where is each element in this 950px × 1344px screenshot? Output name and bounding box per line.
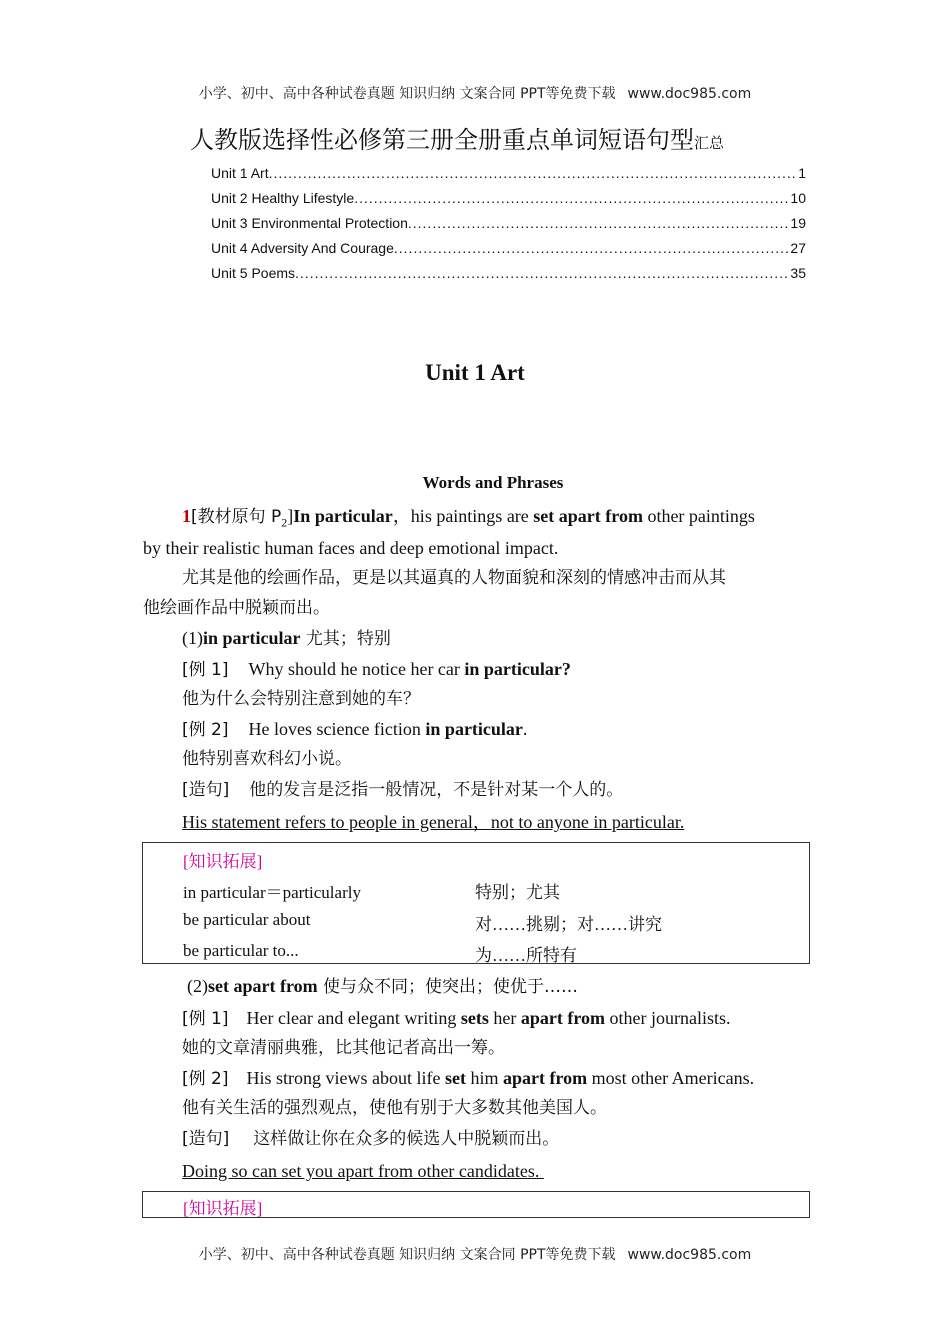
toc-entry[interactable] (211, 190, 806, 215)
table-of-contents (211, 165, 806, 290)
item-source-line2: by their realistic human faces and deep emotional impact. (143, 538, 559, 558)
box-row-en: be particular about (183, 910, 311, 929)
sub2-make-answer: Doing so can set you apart from other candidates. (182, 1161, 544, 1181)
sub2-example1-cn: 她的文章清丽典雅，比其他记者高出一筹。 (182, 1038, 505, 1058)
box-row-cn: 对……挑剔；对……讲究 (475, 915, 662, 934)
page-header (0, 83, 950, 103)
sub2-meaning: 使与众不同；使突出；使优于…… (317, 977, 579, 997)
example-bold: in particular? (464, 659, 571, 679)
example-bold: apart from (502, 1068, 588, 1088)
sub1-example2 (182, 714, 527, 745)
example-bold: set (444, 1068, 466, 1088)
title-main: 人教版选择性必修第三册全册重点单词短语句型 (190, 126, 694, 154)
sub1-meaning: 尤其；特别 (300, 629, 391, 649)
sub1-example1-cn: 他为什么会特别注意到她的车？ (182, 689, 420, 709)
example-text: him (465, 1068, 503, 1088)
example-text: her (488, 1008, 521, 1028)
make-label: [造句] (182, 1129, 230, 1149)
item-translation-line2: 他绘画作品中脱颖而出。 (143, 598, 330, 618)
example-text: He loves science fiction (248, 719, 426, 739)
unit-title: Unit 1 Art (425, 360, 525, 385)
toc-page: 27 (790, 240, 806, 256)
box-row-en: be particular to... (183, 941, 299, 960)
footer-text: 小学、初中、高中各种试卷真题 知识归纳 文案合同 PPT等免费下载 (198, 1247, 616, 1263)
example-text: Her clear and elegant writing (246, 1008, 461, 1028)
sub2-phrase: set apart from (208, 976, 318, 996)
toc-label: Unit 4 Adversity And Courage (211, 240, 394, 256)
example-label: [例 1] (182, 1009, 229, 1029)
make-cn: 他的发言是泛指一般情况，不是针对某一个人的。 (249, 780, 624, 800)
knowledge-box (142, 842, 810, 964)
toc-leader (408, 215, 791, 231)
sub1-phrase: in particular (203, 628, 301, 648)
toc-page: 10 (790, 190, 806, 206)
box-row-cn: 特别；尤其 (475, 883, 560, 902)
example-bold: apart from (520, 1008, 606, 1028)
sub2-make-sentence (182, 1123, 559, 1154)
box-label: [知识拓展] (183, 1199, 263, 1218)
phrase-set-apart-from: set apart from (533, 506, 643, 526)
sub1-example2-cn: 他特别喜欢科幻小说。 (182, 749, 352, 769)
example-label: [例 2] (182, 720, 229, 740)
toc-leader (354, 190, 790, 206)
sub2-example1 (182, 1003, 731, 1034)
toc-leader (295, 265, 790, 281)
sub2-example2-cn: 他有关生活的强烈观点，使他有别于大多数其他美国人。 (182, 1098, 607, 1118)
item-number: 1 (182, 506, 191, 526)
example-end: . (522, 719, 528, 739)
toc-leader (269, 165, 799, 181)
sub2-heading (187, 971, 578, 1002)
toc-label: Unit 5 Poems (211, 265, 296, 281)
toc-entry[interactable] (211, 165, 806, 190)
example-text: most other Americans. (587, 1068, 755, 1088)
toc-entry[interactable] (211, 215, 806, 240)
section-title: Words and Phrases (422, 473, 564, 492)
sub1-make-sentence (182, 774, 623, 805)
example-text: His strong views about life (246, 1068, 445, 1088)
toc-page: 1 (798, 165, 806, 181)
make-cn: 这样做让你在众多的候选人中脱颖而出。 (253, 1129, 560, 1149)
title-suffix: 汇总 (694, 134, 725, 152)
toc-entry[interactable] (211, 265, 806, 290)
sub1-heading (182, 623, 391, 654)
example-bold: in particular (425, 719, 523, 739)
source-page-sub: 2 (281, 515, 288, 530)
knowledge-box (142, 1191, 810, 1218)
header-text: 小学、初中、高中各种试卷真题 知识归纳 文案合同 PPT等免费下载 (198, 86, 616, 102)
toc-label: Unit 2 Healthy Lifestyle (211, 190, 355, 206)
source-close: ] (287, 506, 294, 526)
example-label: [例 1] (182, 660, 229, 680)
item-translation-line1: 尤其是他的绘画作品，更是以其逼真的人物面貌和深刻的情感冲击而从其 (182, 568, 726, 588)
example-label: [例 2] (182, 1069, 229, 1089)
example-text: Why should he notice her car (248, 659, 465, 679)
header-site[interactable]: www.doc985.com (627, 86, 752, 102)
footer-site[interactable]: www.doc985.com (627, 1247, 752, 1263)
source-sep: ，his paintings are (392, 506, 534, 526)
sub1-make-answer: His statement refers to people in general，not to anyone in particular. (182, 812, 685, 832)
toc-page: 19 (790, 215, 806, 231)
toc-entry[interactable] (211, 240, 806, 265)
source-open: [教材原句 P (191, 507, 282, 527)
toc-label: Unit 3 Environmental Protection (211, 215, 408, 231)
make-label: [造句] (182, 780, 230, 800)
source-rest: other paintings (642, 506, 755, 526)
page-footer (0, 1244, 950, 1264)
box-row-en: in particular＝particularly (183, 883, 361, 902)
toc-page: 35 (790, 265, 806, 281)
box-row-cn: 为……所特有 (475, 946, 577, 965)
box-label: [知识拓展] (183, 852, 263, 871)
sub1-example1 (182, 654, 571, 685)
sub2-num: (2) (187, 976, 208, 996)
example-bold: sets (460, 1008, 489, 1028)
example-text: other journalists. (605, 1008, 731, 1028)
phrase-in-particular: In particular (293, 506, 393, 526)
sub1-num: (1) (182, 628, 203, 648)
sub2-example2 (182, 1063, 754, 1094)
toc-leader (394, 240, 791, 256)
toc-label: Unit 1 Art (211, 165, 269, 181)
document-title (190, 120, 724, 155)
